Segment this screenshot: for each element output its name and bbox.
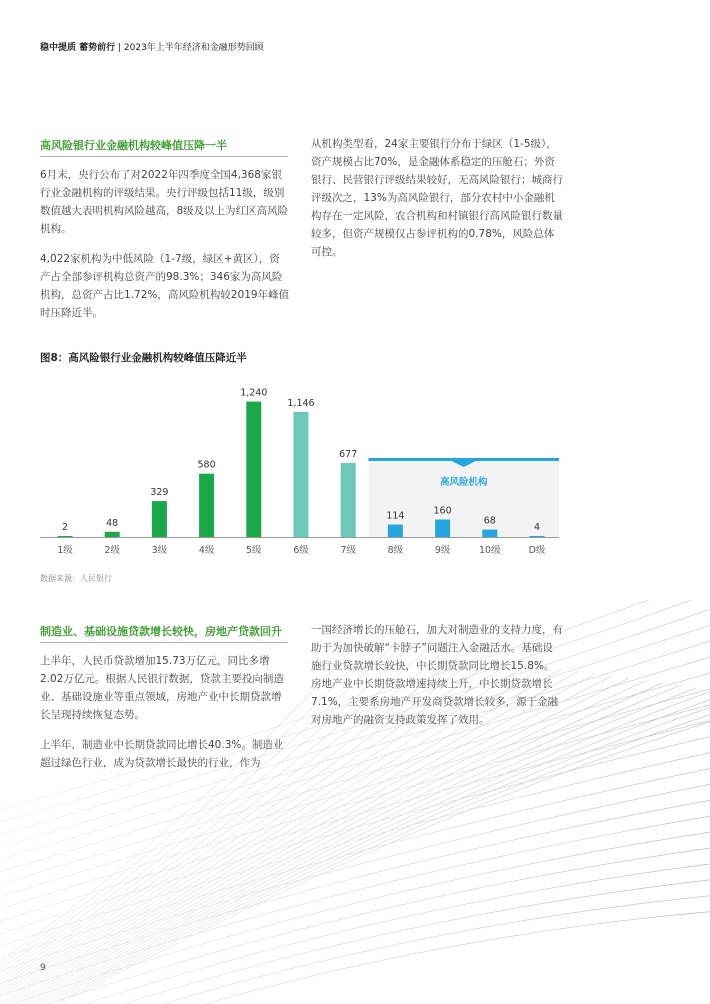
category-label-3级: 3级 — [151, 545, 168, 556]
page-header — [40, 40, 264, 53]
value-label-D级: 4 — [533, 522, 541, 533]
section1-paragraph-2: 4,022家机构为中低风险（1-7级，绿区+黄区），资产占全部参评机构总资产的98.3%；346家为高风险机构，总资产占比1.72%，高风险机构较2019年峰值时压降近半。 — [40, 253, 290, 319]
category-label-5级: 5级 — [246, 545, 262, 556]
bar-8级 — [388, 525, 403, 537]
value-label-9级: 160 — [433, 505, 452, 517]
value-label-5级: 1,240 — [240, 387, 268, 399]
bar-D级 — [530, 536, 545, 537]
bar-2级 — [105, 532, 120, 537]
bar-7级 — [341, 463, 356, 537]
value-label-4级: 580 — [197, 459, 216, 471]
value-label-3级: 329 — [150, 487, 169, 499]
value-label-2级: 48 — [106, 517, 119, 529]
section2-paragraph-2: 上半年，制造业中长期贷款同比增长40.3%。制造业超过绿色行业，成为贷款增长最快的行业，作为 — [40, 739, 284, 769]
section1-heading-rule — [40, 156, 288, 157]
bar-5级 — [246, 402, 261, 537]
bar-3级 — [152, 501, 167, 537]
category-label-4级: 4级 — [198, 545, 215, 556]
value-label-7级: 677 — [339, 449, 358, 461]
category-label-D级: D级 — [528, 545, 546, 556]
header-title-rest: | 2023年上半年经济和金融形势回顾 — [115, 43, 264, 53]
section1-right-column — [311, 135, 563, 273]
section1-left-column — [40, 166, 290, 334]
page-number: 9 — [40, 963, 46, 973]
category-label-10级: 10级 — [479, 545, 501, 556]
mesh-lines — [0, 600, 710, 1004]
category-label-1级: 1级 — [57, 545, 73, 556]
category-label-7级: 7级 — [340, 545, 356, 556]
figure-title: 图8：高风险银行业金融机构较峰值压降近半 — [40, 352, 247, 364]
bar-1级 — [58, 536, 73, 537]
section2-paragraph-1: 上半年，人民币贷款增加15.73万亿元，同比多增2.02万亿元。根据人民银行数据，贷款主要投向制造业、基础设施业等重点领域，房地产业中长期贷款增长呈现持续恢复态势。 — [40, 655, 284, 721]
bar-4级 — [199, 474, 214, 537]
decorative-mesh-background — [0, 600, 710, 1004]
value-label-6级: 1,146 — [287, 397, 315, 409]
bar-9级 — [435, 520, 450, 537]
category-label-2级: 2级 — [104, 545, 120, 556]
figure-source: 数据来源：人民银行 — [40, 574, 112, 583]
bar-6级 — [294, 412, 309, 537]
high-risk-band-top-line — [368, 458, 559, 461]
section1-paragraph-3: 从机构类型看，24家主要银行分布于绿区（1-5级），资产规模占比70%，是金融体系稳定的压舱石；外资银行、民营银行评级结果较好，无高风险银行；城商行评级次之，13%为高风险银行，部分农村中小金融机构存在一定风险，农合机构和村镇银行高风险银行数量较多，但资产规模仅占参评机构的0.78%，风险总体可控。 — [311, 138, 563, 258]
category-label-9级: 9级 — [434, 545, 451, 556]
category-label-8级: 8级 — [387, 545, 404, 556]
value-label-10级: 68 — [483, 515, 496, 527]
section2-paragraph-3: 一国经济增长的压舱石，加大对制造业的支持力度，有助于为加快破解“卡脖子”问题注入金融活水。基础设施行业贷款增长较快，中长期贷款同比增长15.8%。房地产业中长期贷款增速持续上升，中长期贷款增长7.1%，主要系房地产开发商贷款增长较多，源于金融对房地产的融资支持政策发挥了效用。 — [311, 624, 563, 726]
section1-heading: 高风险银行业金融机构较峰值压降一半 — [40, 139, 227, 152]
value-label-8级: 114 — [386, 510, 405, 522]
category-label-6级: 6级 — [293, 545, 309, 556]
bar-10级 — [482, 530, 497, 537]
high-risk-band-label: 高风险机构 — [439, 477, 488, 488]
section2-heading: 制造业、基础设施贷款增长较快，房地产贷款回升 — [40, 625, 282, 638]
bar-chart — [30, 365, 560, 570]
section1-paragraph-1: 6月末，央行公布了对2022年四季度全国4,368家银行业金融机构的评级结果。央行评级包括11级，级别数值越大表明机构风险越高，8级及以上为红区高风险机构。 — [40, 169, 289, 235]
header-title-bold: 稳中提质 蓄势前行 — [40, 43, 116, 53]
value-label-1级: 2 — [61, 522, 69, 533]
